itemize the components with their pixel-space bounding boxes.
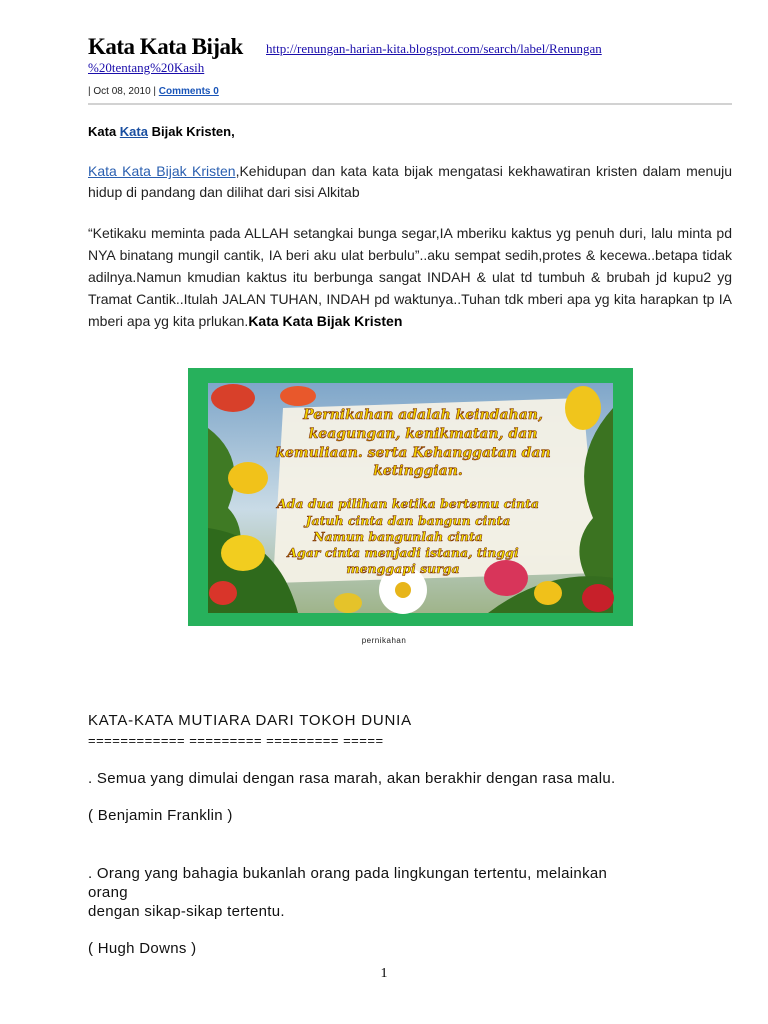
quote-1: . Semua yang dimulai dengan rasa marah, akan berakhir dengan rasa malu.: [88, 770, 616, 787]
image-line-9: menggapi surga: [346, 561, 460, 576]
red-flower-top-left: [211, 384, 255, 412]
quote-1-author: ( Benjamin Franklin ): [88, 807, 233, 824]
intro-paragraph: [88, 161, 732, 203]
image-line-4: ketinggian.: [373, 463, 463, 479]
page-number: 1: [380, 966, 388, 981]
wedding-quote-image: [188, 368, 633, 626]
source-link-continued[interactable]: %20tentang%20Kasih: [88, 60, 205, 75]
section-separator: ============ ========= ========= =====: [88, 733, 384, 748]
quote-2-line-2: orang: [88, 884, 128, 901]
quote-bold: Kata Kata Bijak Kristen: [248, 313, 403, 329]
quote-2-line-3: dengan sikap-sikap tertentu.: [88, 903, 285, 920]
quote-2-line-1: . Orang yang bahagia bukanlah orang pada lingkungan tertentu, melainkan: [88, 865, 608, 882]
red-flower-bottom-right: [582, 584, 614, 612]
intro-text: ,Kehidupan dan kata kata bijak mengatasi kekhawatiran kristen dalam menuju hidup di pandang dan dilihat dari sisi Alkitab: [88, 163, 733, 200]
quote-paragraph: [88, 222, 732, 332]
section-title: KATA-KATA MUTIARA DARI TOKOH DUNIA: [88, 712, 412, 729]
image-caption: pernikahan: [361, 636, 407, 645]
flower-illustration: [188, 368, 633, 626]
red-flower-bottom-left: [209, 581, 237, 605]
yellow-flower-bottom-right: [534, 581, 562, 605]
article-heading: [88, 124, 235, 139]
image-line-7: Namun bangunlah cinta: [313, 529, 483, 544]
orange-flower-top: [280, 386, 316, 406]
yellow-flower-lower-left: [221, 535, 265, 571]
post-date: | Oct 08, 2010 |: [88, 86, 157, 97]
yellow-flower-top-right: [565, 386, 601, 430]
comments-link[interactable]: Comments 0: [158, 86, 219, 97]
header-divider: [88, 103, 732, 105]
intro-link[interactable]: Kata Kata Bijak Kristen: [88, 163, 236, 179]
pink-flower: [484, 560, 528, 596]
image-line-2: keagungan, kenikmatan, dan: [308, 426, 538, 442]
image-line-5: Ada dua pilihan ketika bertemu cinta: [276, 496, 540, 511]
quote-2-author: ( Hugh Downs ): [88, 940, 197, 957]
yellow-flower-left: [228, 462, 268, 494]
heading-text: Kata: [88, 124, 120, 139]
image-line-8: Agar cinta menjadi istana, tinggi: [287, 545, 519, 560]
heading-text-end: Bijak Kristen,: [147, 124, 235, 139]
page-title: Kata Kata Bijak: [88, 34, 243, 59]
daisy-center: [395, 582, 411, 598]
image-line-6: Jatuh cinta dan bangun cinta: [305, 513, 511, 528]
post-meta: [88, 86, 219, 97]
source-link[interactable]: http://renungan-harian-kita.blogspot.com/search/label/Renungan: [266, 41, 602, 56]
image-line-1: Pernikahan adalah keindahan,: [303, 407, 543, 423]
quote-text: “Ketikaku meminta pada ALLAH setangkai bunga segar,IA mberiku kaktus yg penuh duri, lalu minta pd NYA binatang mungil cantik, IA beri aku ulat berbulu”..aku sempat sedih,protes & kecewa..betapa tidak adilnya.Namun kmudian kaktus itu berbunga sangat INDAH & ulat td tumbuh & brubah jd kupu2 yg Tramat Cantik..Itulah JALAN TUHAN, INDAH pd waktunya..Tuhan tdk mberi apa yg kita harapkan tp IA mberi apa yg kita prlukan.: [88, 225, 732, 329]
yellow-flower-bottom: [334, 593, 362, 613]
heading-link[interactable]: Kata: [119, 124, 148, 139]
image-line-3: kemuliaan. serta Kehanggatan dan: [275, 445, 551, 461]
